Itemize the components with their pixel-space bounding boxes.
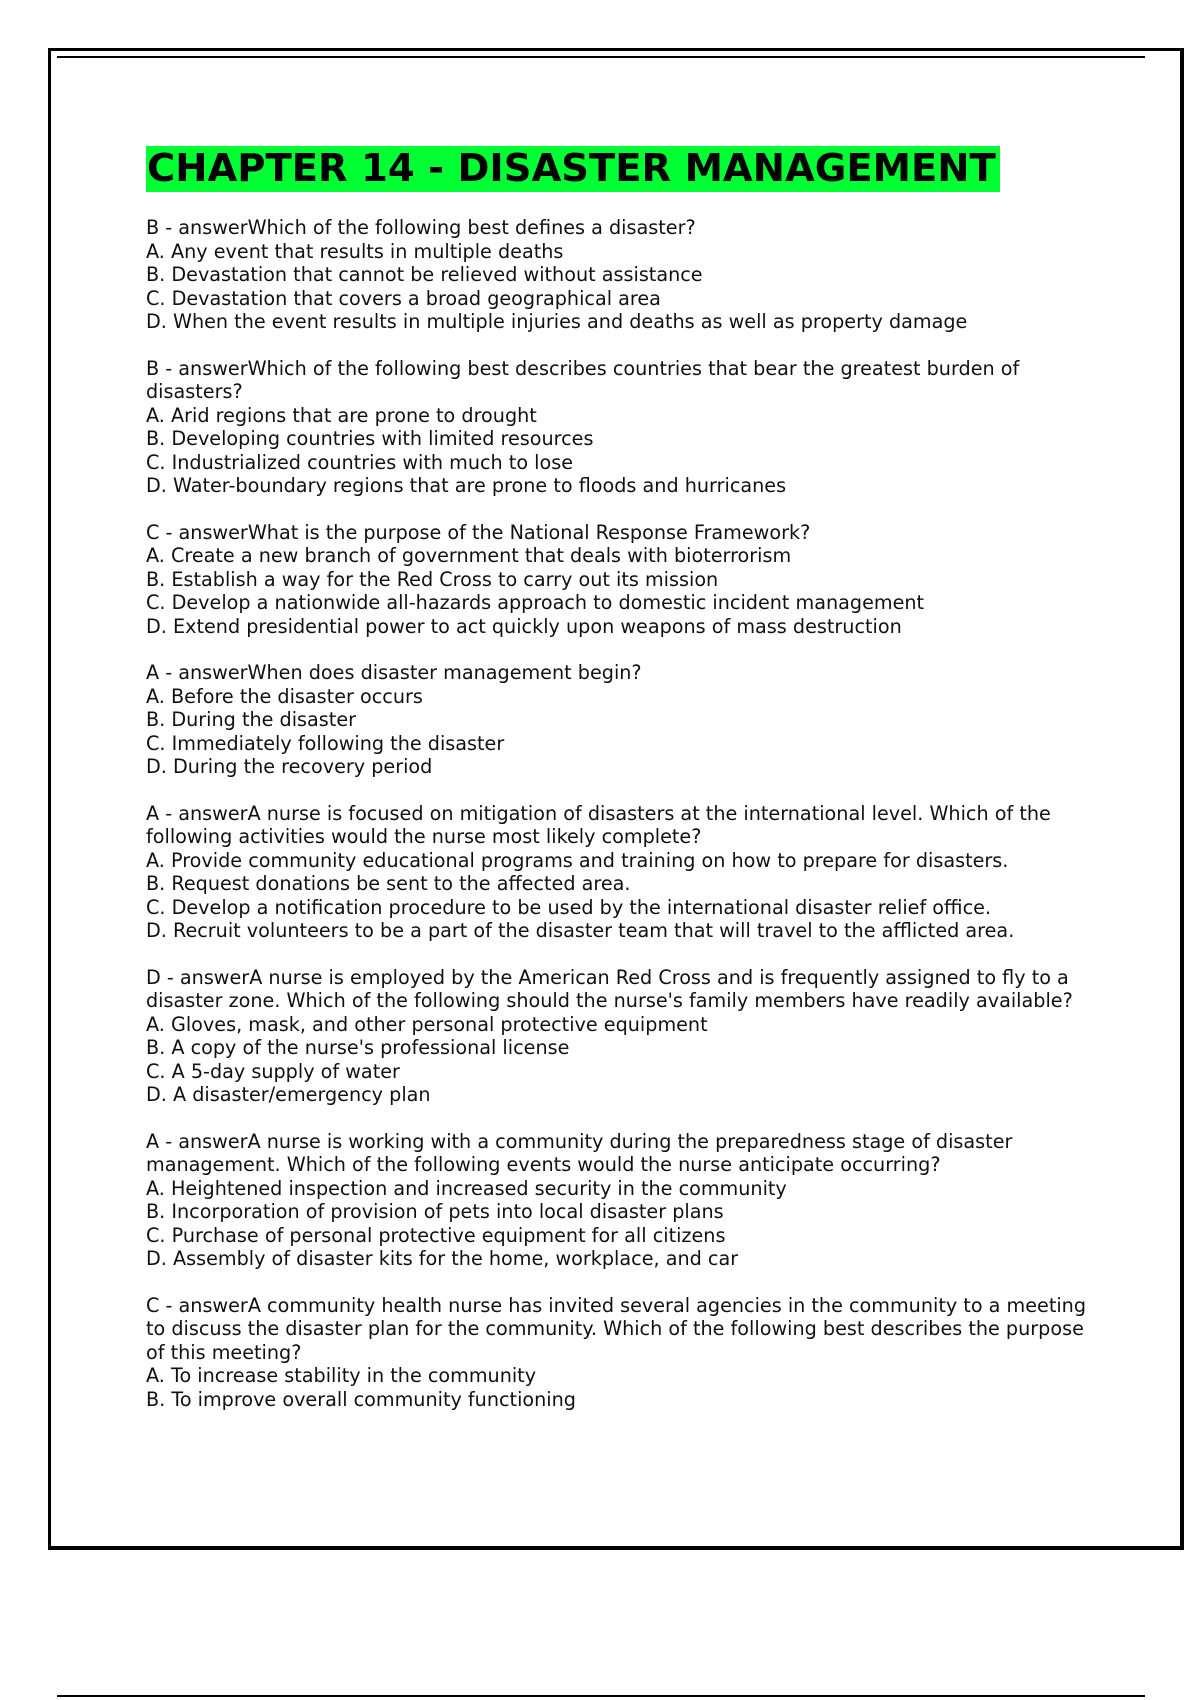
chapter-title: CHAPTER 14 - DISASTER MANAGEMENT: [146, 146, 1000, 192]
question-stem: B - answerWhich of the following best defines a disaster?: [146, 216, 696, 239]
answer-option: C. Devastation that covers a broad geographical area: [146, 286, 661, 310]
question-block: [146, 1130, 1086, 1271]
answer-option: B. Incorporation of provision of pets into local disaster plans: [146, 1200, 724, 1223]
question-stem: C - answerA community health nurse has invited several agencies in the community to a meeting to discuss the disaster plan for the community. Which of the following best describes the purpose of this meeting?: [146, 1293, 1087, 1364]
question-block: [146, 521, 1086, 639]
answer-option: B. Devastation that cannot be relieved without assistance: [146, 263, 703, 286]
answer-option: C. Industrialized countries with much to lose: [146, 450, 574, 474]
answer-option: A. To increase stability in the community: [146, 1364, 537, 1387]
question-block: [146, 357, 1086, 498]
answer-option: A. Gloves, mask, and other personal protective equipment: [146, 1012, 708, 1036]
question-block: [146, 802, 1086, 943]
answer-option: A. Arid regions that are prone to drought: [146, 403, 537, 427]
bottom-rule: [57, 1695, 1145, 1697]
question-list: [146, 216, 1086, 1411]
question-block: [146, 216, 1086, 334]
question-stem: A - answerWhen does disaster management begin?: [146, 661, 642, 684]
question-block: [146, 966, 1086, 1107]
answer-option: B. To improve overall community functioning: [146, 1387, 576, 1411]
answer-option: D. Assembly of disaster kits for the home, workplace, and car: [146, 1247, 739, 1270]
answer-option: C. A 5-day supply of water: [146, 1059, 400, 1083]
question-block: [146, 1294, 1086, 1412]
answer-option: C. Immediately following the disaster: [146, 731, 505, 755]
answer-option: D. During the recovery period: [146, 755, 433, 778]
answer-option: D. A disaster/emergency plan: [146, 1083, 431, 1106]
answer-option: B. During the disaster: [146, 708, 357, 731]
question-stem: B - answerWhich of the following best describes countries that bear the greatest burden of disasters?: [146, 356, 1020, 403]
answer-option: B. Request donations be sent to the affected area.: [146, 872, 631, 895]
answer-option: B. Developing countries with limited resources: [146, 427, 594, 450]
answer-option: A. Any event that results in multiple deaths: [146, 239, 564, 263]
answer-option: D. When the event results in multiple injuries and deaths as well as property damage: [146, 310, 968, 333]
answer-option: B. A copy of the nurse's professional license: [146, 1036, 570, 1059]
answer-option: A. Provide community educational programs and training on how to prepare for disasters.: [146, 848, 1009, 872]
answer-option: B. Establish a way for the Red Cross to carry out its mission: [146, 567, 719, 591]
question-stem: D - answerA nurse is employed by the American Red Cross and is frequently assigned to fly to a disaster zone. Which of the following should the nurse's family members have readily available?: [146, 965, 1073, 1012]
answer-option: D. Recruit volunteers to be a part of the disaster team that will travel to the afflicted area.: [146, 919, 1015, 942]
top-rule: [57, 56, 1145, 58]
answer-option: D. Water-boundary regions that are prone to floods and hurricanes: [146, 474, 787, 497]
answer-option: A. Create a new branch of government that deals with bioterrorism: [146, 544, 792, 567]
answer-option: A. Before the disaster occurs: [146, 684, 423, 708]
question-stem: A - answerA nurse is working with a community during the preparedness stage of disaster management. Which of the following events would the nurse anticipate occurring?: [146, 1129, 1013, 1176]
answer-option: A. Heightened inspection and increased security in the community: [146, 1176, 787, 1200]
answer-option: D. Extend presidential power to act quickly upon weapons of mass destruction: [146, 614, 902, 638]
answer-option: C. Develop a nationwide all-hazards approach to domestic incident management: [146, 591, 925, 614]
document-body: [146, 146, 1086, 1434]
question-stem: C - answerWhat is the purpose of the National Response Framework?: [146, 520, 811, 544]
question-block: [146, 661, 1086, 779]
answer-option: C. Develop a notification procedure to be used by the international disaster relief office.: [146, 895, 992, 919]
answer-option: C. Purchase of personal protective equipment for all citizens: [146, 1223, 726, 1247]
question-stem: A - answerA nurse is focused on mitigation of disasters at the international level. Which of the following activities would the nurse most likely complete?: [146, 801, 1051, 848]
